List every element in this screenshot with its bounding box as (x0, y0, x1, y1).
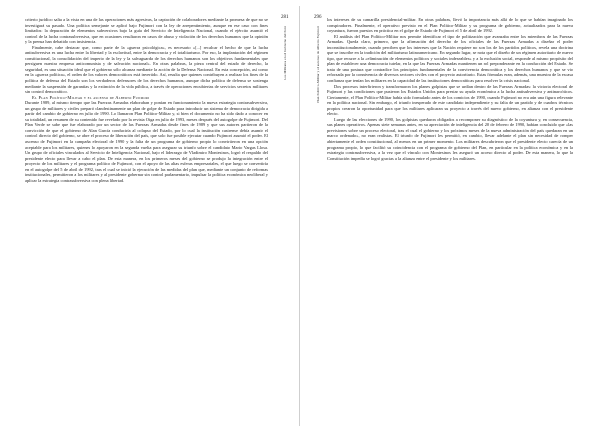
right-page-body (327, 17, 573, 161)
paragraph: El análisis del Plan Político-Militar nos permite identificar el tipo de politización que avanzaba entre los miembros de las Fuerzas Armadas. Queda claro, primero, que la afirmación del derecho de los oficiales de las Fuerzas Armadas a diseñar el poder inconstitucionalmente, cuando perciben que los intereses que la Nación requiere no son los de los partidos políticos, revela una doctrina que se inscribe en la tradición del militarismo latinoamericano. En segundo lugar, se nota que el diseño de un régimen autoritario de nuevo tipo, que recurre a la «eliminación de elementos políticos y sociales indeseables» y a la exclusión social, responde al mismo propósito del plan de establecer una democracia tutelar, en la que las Fuerzas Armadas mantienen un rol preponderante en la conducción del Estado. Se trata de una postura que contradice los principios fundamentales de la convivencia democrática y los derechos humanos y que se vio reforzada por la connivencia de diversos sectores civiles con el proyecto autoritario. Estas fórmulas eran, además, una muestra de la escasa confianza que tenían los militares en la capacidad de las instituciones democráticas para resolver la crisis nacional. (327, 33, 573, 84)
section-heading: El Plan Político-Militar y el ascenso de Alberto Fujimori (32, 94, 150, 100)
page-number: 281 (281, 15, 289, 20)
paragraph: Durante 1989, al mismo tiempo que las Fuerzas Armadas elaboraban y ponían en funcionamiento la nueva estrategia contrasubversiva, un grupo de militares y civiles preparó clandestinamente un plan de golpe de Estado para introducir un sistema de democracia dirigida a partir del cambio de gobierno en julio de 1990. Lo llamaron Plan Político-Militar y, si bien el documento no ha sido dado a conocer en su totalidad, un resumen de su contenido fue revelado por la revista Oiga en julio de 1993, meses después del autogolpe de Fujimori. Del Plan Verde se sabe que fue elaborado por un sector de las Fuerzas Armadas desde fines de 1989 y que sus autores partieron de la convicción de que el gobierno de Alan García conduciría al colapso del Estado, por lo cual la institución castrense debía asumir el control directo del gobierno, se abre el proceso de liberación del país, que solo fue posible ejecutar cuando Fujimori asumió el poder. El ascenso de Fujimori en la campaña electoral de 1990 y la falta de un programa de gobierno propio lo convirtieron en una opción aceptable para los militares, quienes lo apoyaron en la segunda vuelta para asegurar su triunfo sobre el candidato Mario Vargas Llosa. Un grupo de oficiales vinculados al Servicio de Inteligencia Nacional, bajo el liderazgo de Vladimiro Montesinos, logró el respaldo del presidente electo para llevar a cabo el plan. De esta manera, en los primeros meses del gobierno se produjo la integración entre el proyecto de los militares y el programa político de Fujimori, con el apoyo de las altas esferas empresariales, el que luego se convertiría en el autogolpe del 5 de abril de 1992, tras el cual se inició la ejecución de las medidas del plan que, mediante un conjunto de reformas institucionales, permitieron a los militares y al presidente gobernar sin control parlamentario, impulsar la política económica neoliberal y aplicar la estrategia contrasubversiva con plena libertad. (25, 100, 268, 183)
right-page (300, 0, 600, 431)
paragraph: Finalmente, cabe destacar que, como parte de la «guerra psicológica», es necesario «[...] recalcar el hecho de que la lucha antisubversiva es una lucha entre la libertad y la esclavitud, entre la democracia y el totalitarismo. Por eso, la implantación del régimen constitucional, la consolidación del imperio de la ley y la salvaguarda de los derechos humanos son los objetivos fundamentales que persiguen nuestra empresa anticomunista y de salvación nacional». En otras palabras, la pieza central del estado de derecho, la seguridad, es una situación ideal que el gobierno sólo alcanza mediante la acción de la Defensa Nacional. En esta concepción, así como en la «guerra política», el orden de los valores democráticos está invertido. Así, resulta que quienes contribuyen a realizar los fines de la política de defensa del Estado son los verdaderos defensores de los derechos humanos, aunque dicha política de defensa se sostenga mediante la suspensión de garantías y la extinción de la vida pública, a través de operaciones encubiertas de servicios secretos militares sin control democrático. (25, 44, 268, 95)
paragraph: criterio jurídico salta a la vista en una de las operaciones más agresivas, la captación de colaboradores mediante la promesa de que no se investigará su pasado. Una política semejante se aplicó bajo Fujimori con la ley de arrepentimiento, aunque en ese caso con fines limitados: la depuración de elementos subversivos bajo la guía del Servicio de Inteligencia Nacional, cuando el ejército asumió el control de la lucha contrasubversiva, que en ocasiones resultaron en casos de abuso y violación de los derechos humanos que la opinión y la prensa han debatido con insistencia. (25, 17, 268, 45)
running-head: Los Militares en el Gobierno del Perú (283, 26, 287, 80)
paragraph: Luego de las elecciones de 1990, los golpistas quedaron obligados a recomponer su diagnóstico de la coyuntura y, en consecuencia, sus planes operativos. Apenas siete semanas antes, en su apreciación de inteligencia del 20 de febrero de 1990, habían concluido que «las previsiones sobre un proceso electoral, tras el cual el gobierno y los próximos meses de la nueva administración del país quedaran en un marco ordenado», no eran realistas. El triunfo de Fujimori les permitió, en cambio, llevar adelante el plan sin necesidad de romper abiertamente el orden constitucional, al menos en un primer momento. Los militares descubrieron que el presidente electo carecía de un programa propio, lo que facilitó su coincidencia con el programa de gobierno del Plan, en particular en la política económica y en la estrategia contrasubversiva, a la vez que el vínculo con Montesinos les aseguró un acceso directo al poder. De esta manera, lo que la Constitución impedía se logró gracias a la alianza entre el presidente y los militares. (327, 116, 573, 161)
paragraph: Dos procesos interfirieron y transformaron los planes golpistas que se urdían dentro de las Fuerzas Armadas: la victoria electoral de Fujimori y las condiciones que pusieron los Estados Unidos para prestar su ayuda económica a la lucha antisubversiva y antinarcóticos. Ciertamente, el Plan Político-Militar había sido formulado antes de los comicios de 1990, cuando Fujimori no era aún una figura relevante en la política nacional. Sin embargo, el triunfo inesperado de este candidato independiente y su falta de un partido y de cuadros técnicos propios crearon la oportunidad para que los militares aplicaran su proyecto a través del nuevo gobierno, en alianza con el presidente electo. (327, 83, 573, 117)
page-number: 296 (314, 15, 322, 20)
paragraph: los intereses de su camarilla presidencial-militar. En otras palabras, llevó la importancia más allá de lo que se habían imaginado los conspiradores. Finalmente, el operativo previsto en el Plan Político-Militar y su programa de gobierno, actualizados para la nueva coyuntura, fueron puestos en práctica en el golpe de Estado de Fujimori el 5 de abril de 1992. (327, 17, 573, 34)
left-page-body (25, 17, 268, 183)
running-head: Plan Político-Militar y el ascenso de Alberto Fujimori (316, 26, 320, 103)
